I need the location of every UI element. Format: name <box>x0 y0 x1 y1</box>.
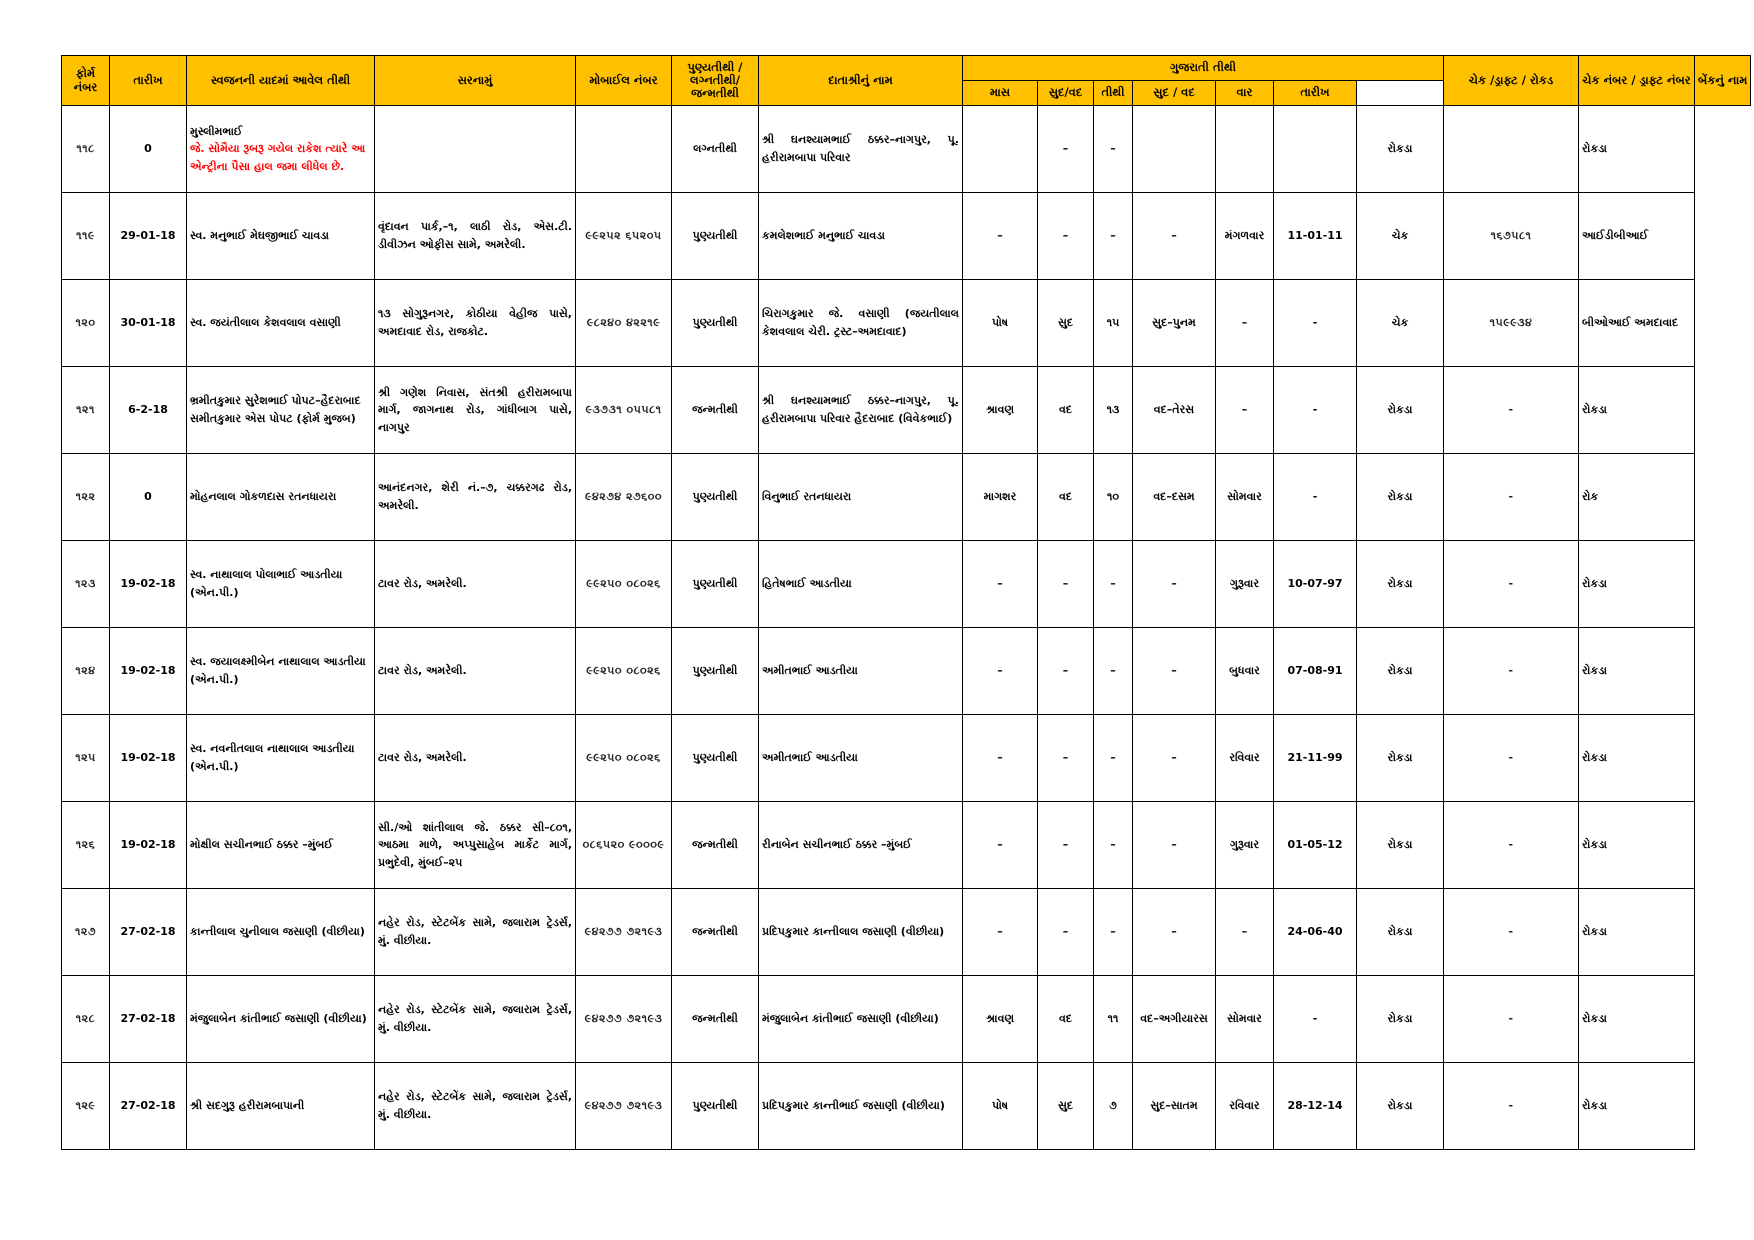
cell-name <box>187 193 375 280</box>
cell-address: ટાવર રોડ, અમરેલી. <box>375 715 576 802</box>
name-text: સ્વ. નાથાલાલ પોલાભાઈ આડતીયા (એન.પી.) <box>190 568 343 599</box>
cell-occasion: પુણ્યતીથી <box>672 541 759 628</box>
cell-month: – <box>963 628 1038 715</box>
cell-tithi: – <box>1094 715 1133 802</box>
cell-date: 0 <box>110 454 187 541</box>
cell-donor-name: પ્રદિપકુમાર કાન્તીભાઈ જસાણી (વીછીયા) <box>759 1063 963 1150</box>
cell-bank-name: રોકડા <box>1579 541 1695 628</box>
header-row <box>62 56 1751 81</box>
cell-tithi-date: 28-12-14 <box>1274 1063 1357 1150</box>
cell-sud-vad: – <box>1038 802 1094 889</box>
cell-tithi-date: 24-06-40 <box>1274 889 1357 976</box>
table-row <box>62 976 1751 1063</box>
cell-date: 19-02-18 <box>110 715 187 802</box>
cell-mobile: ૯૯૨૫૨ ૬૫૨૦૫ <box>576 193 672 280</box>
cell-date: 19-02-18 <box>110 541 187 628</box>
cell-sud-vad: – <box>1038 193 1094 280</box>
cell-name <box>187 976 375 1063</box>
cell-sud-vad: – <box>1038 541 1094 628</box>
cell-date: 27-02-18 <box>110 1063 187 1150</box>
cell-weekday: – <box>1216 889 1274 976</box>
cell-mobile: ૯૯૨૫૦ ૦૮૦૨૬ <box>576 628 672 715</box>
cell-bank-name: બીઓઆઈ અમદાવાદ <box>1579 280 1695 367</box>
cell-cheque-no: - <box>1444 715 1579 802</box>
cell-tithi: – <box>1094 541 1133 628</box>
cell-payment-mode: રોકડા <box>1357 976 1444 1063</box>
cell-address <box>375 106 576 193</box>
cell-sud-vad: વદ <box>1038 454 1094 541</box>
cell-donor-name: અમીતભાઈ આડતીયા <box>759 715 963 802</box>
cell-name <box>187 628 375 715</box>
cell-donor-name: કમલેશભાઈ મનુભાઈ ચાવડા <box>759 193 963 280</box>
cell-sud-vad-tithi: સુદ–સાતમ <box>1133 1063 1216 1150</box>
header-weekday: વાર <box>1216 81 1274 106</box>
header-gujarati-tithi: ગુજરાતી તીથી <box>963 56 1444 81</box>
cell-tithi: – <box>1094 628 1133 715</box>
cell-month: – <box>963 889 1038 976</box>
cell-bank-name: રોકડા <box>1579 802 1695 889</box>
cell-tithi-date: 01-05-12 <box>1274 802 1357 889</box>
name-text: મુસ્લીમભાઈ <box>190 124 243 138</box>
cell-weekday: રવિવાર <box>1216 715 1274 802</box>
cell-sud-vad-tithi: વદ–અગીયારસ <box>1133 976 1216 1063</box>
donation-register-table <box>61 55 1751 1150</box>
cell-mobile: ૯૪૨૭૭ ૭૨૧૯૩ <box>576 889 672 976</box>
cell-cheque-no: ૧૫૯૯૩૪ <box>1444 280 1579 367</box>
cell-cheque-no: - <box>1444 1063 1579 1150</box>
table-row <box>62 802 1751 889</box>
cell-occasion: જન્મતીથી <box>672 367 759 454</box>
cell-occasion: જન્મતીથી <box>672 802 759 889</box>
cell-name <box>187 541 375 628</box>
cell-form-no: ૧૨૫ <box>62 715 110 802</box>
cell-bank-name: રોકડા <box>1579 1063 1695 1150</box>
cell-donor-name: શ્રી ઘનશ્યામભાઈ ઠક્કર–નાગપુર, પૂ. હરીરામબાપા પરિવાર હૈદરાબાદ (વિવેકભાઈ) <box>759 367 963 454</box>
cell-payment-mode: રોકડા <box>1357 367 1444 454</box>
header-sud-vad-tithi: સુદ / વદ <box>1133 81 1216 106</box>
cell-weekday: ગુરૂવાર <box>1216 541 1274 628</box>
cell-month: પોષ <box>963 1063 1038 1150</box>
cell-tithi: ૭ <box>1094 1063 1133 1150</box>
cell-weekday: ગુરૂવાર <box>1216 802 1274 889</box>
cell-bank-name: રોકડા <box>1579 367 1695 454</box>
cell-donor-name: વિનુભાઈ રતનધાયરા <box>759 454 963 541</box>
cell-payment-mode: રોકડા <box>1357 715 1444 802</box>
cell-occasion: પુણ્યતીથી <box>672 628 759 715</box>
header-tithi-date: તારીખ <box>1274 81 1357 106</box>
cell-tithi: – <box>1094 106 1133 193</box>
header-tithi-in-memory: સ્વજનની યાદમાં આવેલ તીથી <box>187 56 375 106</box>
header-sud-vad: સુદ/વદ <box>1038 81 1094 106</box>
cell-name <box>187 367 375 454</box>
cell-form-no: ૧૨૬ <box>62 802 110 889</box>
cell-weekday: બુધવાર <box>1216 628 1274 715</box>
cell-name <box>187 1063 375 1150</box>
cell-tithi-date: 07-08-91 <box>1274 628 1357 715</box>
table-row <box>62 106 1751 193</box>
cell-payment-mode: રોકડા <box>1357 889 1444 976</box>
cell-payment-mode: રોકડા <box>1357 454 1444 541</box>
cell-sud-vad-tithi: – <box>1133 889 1216 976</box>
cell-weekday <box>1216 106 1274 193</box>
cell-address: વૃંદાવન પાર્ક,–૧, લાઠી રોડ, એસ.ટી. ડીવીઝન ઓફીસ સામે, અમરેલી. <box>375 193 576 280</box>
cell-mobile: ૯૩૭૩૧ ૦૫૫૮૧ <box>576 367 672 454</box>
cell-address: નહેર રોડ, સ્ટેટબેંક સામે, જલારામ ટ્રેડર્સ, મું. વીછીયા. <box>375 889 576 976</box>
cell-mobile: ૯૯૨૫૦ ૦૮૦૨૬ <box>576 541 672 628</box>
cell-occasion: પુણ્યતીથી <box>672 1063 759 1150</box>
cell-date: 0 <box>110 106 187 193</box>
cell-bank-name: રોકડા <box>1579 889 1695 976</box>
cell-cheque-no: - <box>1444 628 1579 715</box>
cell-mobile: ૯૪૨૭૪ ૨૭૬૦૦ <box>576 454 672 541</box>
cell-date: 29-01-18 <box>110 193 187 280</box>
header-cheque-no: ચેક નંબર / ડ્રાફ્ટ નંબર <box>1579 56 1695 106</box>
header-payment-mode: ચેક /ડ્રાફ્ટ / રોકડ <box>1444 56 1579 106</box>
cell-cheque-no: - <box>1444 367 1579 454</box>
cell-mobile: ૯૮૨૪૦ ૪૨૨૧૯ <box>576 280 672 367</box>
cell-tithi-date: 21-11-99 <box>1274 715 1357 802</box>
cell-sud-vad: – <box>1038 628 1094 715</box>
cell-form-no: ૧૨૭ <box>62 889 110 976</box>
cell-occasion: પુણ્યતીથી <box>672 280 759 367</box>
cell-month: – <box>963 802 1038 889</box>
cell-form-no: ૧૨૩ <box>62 541 110 628</box>
table-row <box>62 715 1751 802</box>
cell-name <box>187 454 375 541</box>
cell-date: 19-02-18 <box>110 802 187 889</box>
cell-tithi: – <box>1094 193 1133 280</box>
cell-bank-name: રોકડા <box>1579 628 1695 715</box>
cell-donor-name: ચિરાગકુમાર જે. વસાણી (જયતીલાલ કેશવલાલ ચેરી. ટ્રસ્ટ–અમદાવાદ) <box>759 280 963 367</box>
cell-cheque-no <box>1444 106 1579 193</box>
name-text: શ્રી સદગુરૂ હરીરામબાપાની <box>190 1099 305 1113</box>
cell-weekday: મંગળવાર <box>1216 193 1274 280</box>
cell-form-no: ૧૨૯ <box>62 1063 110 1150</box>
cell-month: શ્રાવણ <box>963 367 1038 454</box>
header-bank-name: બેંકનું નામ <box>1695 56 1751 106</box>
cell-occasion: લગ્નતીથી <box>672 106 759 193</box>
cell-sud-vad-tithi: – <box>1133 802 1216 889</box>
cell-form-no: ૧૧૮ <box>62 106 110 193</box>
cell-name <box>187 280 375 367</box>
cell-cheque-no: - <box>1444 889 1579 976</box>
header-occasion: પુણ્યતીથી / લગ્નતીથી/ જન્મતીથી <box>672 56 759 106</box>
cell-cheque-no: - <box>1444 802 1579 889</box>
cell-month <box>963 106 1038 193</box>
cell-tithi: ૧૦ <box>1094 454 1133 541</box>
cell-payment-mode: રોકડા <box>1357 628 1444 715</box>
cell-payment-mode: ચેક <box>1357 193 1444 280</box>
name-text: મોહનલાલ ગોકળદાસ રતનધાયરા <box>190 490 337 504</box>
name-text: ભ્રમીતકુમાર સુરેશભાઈ પોપટ–હૈદરાબાદ સમીતકુમાર એસ પોપટ (ફોર્મ મુજબ) <box>190 394 361 425</box>
cell-tithi: ૧૧ <box>1094 976 1133 1063</box>
cell-bank-name: રોકડા <box>1579 715 1695 802</box>
cell-date: 6-2-18 <box>110 367 187 454</box>
cell-month: – <box>963 715 1038 802</box>
cell-date: 27-02-18 <box>110 976 187 1063</box>
cell-tithi-date: 10-07-97 <box>1274 541 1357 628</box>
header-address: સરનામું <box>375 56 576 106</box>
name-note: જે. સોમૈયા રૂબરૂ ગયેલ રાકેશ ત્યારે આ એન્ટ્રીના પૈસા હાલ જમા લીધેલ છે. <box>190 142 366 173</box>
cell-address: સી./ઓ શાંતીલાલ જે. ઠક્કર સી–૮૦૧, આઠમા માળે, અપ્પુસાહેબ માર્કેટ માર્ગ, પ્રભુદેવી, મુંબઈ–૨૫ <box>375 802 576 889</box>
name-text: કાન્તીલાલ ચુનીલાલ જસાણી (વીછીયા) <box>190 925 365 939</box>
table-row <box>62 541 1751 628</box>
table-row <box>62 1063 1751 1150</box>
cell-sud-vad-tithi: વદ–તેરસ <box>1133 367 1216 454</box>
cell-mobile: ૦૮૬૫૨૦ ૯૦૦૦૯ <box>576 802 672 889</box>
cell-address: શ્રી ગણેશ નિવાસ, સંતશ્રી હરીરામબાપા માર્ગ, જાગનાથ રોડ, ગાંધીબાગ પાસે, નાગપુર <box>375 367 576 454</box>
cell-bank-name: આઈડીબીઆઈ <box>1579 193 1695 280</box>
cell-name <box>187 106 375 193</box>
cell-mobile: ૯૯૨૫૦ ૦૮૦૨૬ <box>576 715 672 802</box>
cell-sud-vad-tithi: વદ–દસમ <box>1133 454 1216 541</box>
cell-sud-vad-tithi <box>1133 106 1216 193</box>
cell-weekday: – <box>1216 280 1274 367</box>
cell-donor-name: હિતેષભાઈ આડતીયા <box>759 541 963 628</box>
cell-tithi-date: 11-01-11 <box>1274 193 1357 280</box>
cell-sud-vad: – <box>1038 106 1094 193</box>
header-form-no: ફોર્મ નંબર <box>62 56 110 106</box>
cell-month: – <box>963 193 1038 280</box>
cell-month: શ્રાવણ <box>963 976 1038 1063</box>
cell-address: ટાવર રોડ, અમરેલી. <box>375 628 576 715</box>
cell-name <box>187 802 375 889</box>
cell-cheque-no: - <box>1444 541 1579 628</box>
cell-date: 19-02-18 <box>110 628 187 715</box>
cell-sud-vad-tithi: સુદ–પુનમ <box>1133 280 1216 367</box>
cell-name <box>187 715 375 802</box>
cell-sud-vad-tithi: – <box>1133 541 1216 628</box>
cell-address: ટાવર રોડ, અમરેલી. <box>375 541 576 628</box>
cell-sud-vad: વદ <box>1038 976 1094 1063</box>
table-row <box>62 454 1751 541</box>
cell-donor-name: અમીતભાઈ આડતીયા <box>759 628 963 715</box>
cell-tithi: – <box>1094 802 1133 889</box>
cell-sud-vad: સુદ <box>1038 1063 1094 1150</box>
cell-date: 30-01-18 <box>110 280 187 367</box>
cell-occasion: જન્મતીથી <box>672 976 759 1063</box>
cell-sud-vad-tithi: – <box>1133 628 1216 715</box>
cell-bank-name: રોકડા <box>1579 976 1695 1063</box>
cell-sud-vad-tithi: – <box>1133 193 1216 280</box>
cell-weekday: – <box>1216 367 1274 454</box>
header-donor-name: દાતાશ્રીનું નામ <box>759 56 963 106</box>
cell-tithi: – <box>1094 889 1133 976</box>
cell-donor-name: મંજુલાબેન કાંતીભાઈ જસાણી (વીછીયા) <box>759 976 963 1063</box>
cell-occasion: પુણ્યતીથી <box>672 715 759 802</box>
cell-payment-mode: રોકડા <box>1357 1063 1444 1150</box>
table-row <box>62 889 1751 976</box>
cell-mobile: ૯૪૨૭૭ ૭૨૧૯૩ <box>576 976 672 1063</box>
cell-occasion: પુણ્યતીથી <box>672 193 759 280</box>
header-month: માસ <box>963 81 1038 106</box>
cell-weekday: રવિવાર <box>1216 1063 1274 1150</box>
cell-tithi: ૧૫ <box>1094 280 1133 367</box>
cell-weekday: સોમવાર <box>1216 454 1274 541</box>
header-mobile: મોબાઈલ નંબર <box>576 56 672 106</box>
name-text: મંજુલાબેન કાંતીભાઈ જસાણી (વીછીયા) <box>190 1012 367 1026</box>
cell-month: પોષ <box>963 280 1038 367</box>
cell-form-no: ૧૨૨ <box>62 454 110 541</box>
cell-address: નહેર રોડ, સ્ટેટબેંક સામે, જલારામ ટ્રેડર્સ, મું. વીછીયા. <box>375 1063 576 1150</box>
cell-month: માગશર <box>963 454 1038 541</box>
cell-cheque-no: ૧૬૭૫૮૧ <box>1444 193 1579 280</box>
cell-form-no: ૧૨૮ <box>62 976 110 1063</box>
cell-sud-vad: વદ <box>1038 367 1094 454</box>
name-text: સ્વ. જયંતીલાલ કેશવલાલ વસાણી <box>190 316 341 330</box>
cell-tithi-date: - <box>1274 976 1357 1063</box>
cell-mobile: ૯૪૨૭૭ ૭૨૧૯૩ <box>576 1063 672 1150</box>
cell-cheque-no: - <box>1444 976 1579 1063</box>
cell-donor-name: રીનાબેન સચીનભાઈ ઠક્કર –મુંબઈ <box>759 802 963 889</box>
table-row <box>62 628 1751 715</box>
cell-month: – <box>963 541 1038 628</box>
cell-mobile <box>576 106 672 193</box>
header-tithi: તીથી <box>1094 81 1133 106</box>
cell-address: આનંદનગર, શેરી નં.–૭, ચક્કરગઢ રોડ, અમરેલી. <box>375 454 576 541</box>
cell-address: નહેર રોડ, સ્ટેટબેંક સામે, જલારામ ટ્રેડર્સ, મું. વીછીયા. <box>375 976 576 1063</box>
cell-donor-name: પ્રદિપકુમાર કાન્તીલાલ જસાણી (વીછીયા) <box>759 889 963 976</box>
cell-payment-mode: રોકડા <box>1357 802 1444 889</box>
cell-donor-name: શ્રી ઘનશ્યામભાઈ ઠક્કર–નાગપુર, પૂ. હરીરામબાપા પરિવાર <box>759 106 963 193</box>
name-text: સ્વ. જયાલક્ષ્મીબેન નાથાલાલ આડતીયા (એન.પી.) <box>190 655 366 686</box>
cell-tithi-date: - <box>1274 367 1357 454</box>
cell-bank-name: રોકડા <box>1579 106 1695 193</box>
cell-bank-name: રોક <box>1579 454 1695 541</box>
cell-address: ૧૩ સોગુરૂનગર, કોઠીયા વેહીજ પાસે, અમદાવાદ રોડ, રાજકોટ. <box>375 280 576 367</box>
table-row <box>62 367 1751 454</box>
cell-tithi: ૧૩ <box>1094 367 1133 454</box>
cell-payment-mode: રોકડા <box>1357 541 1444 628</box>
cell-tithi-date: - <box>1274 454 1357 541</box>
cell-sud-vad: સુદ <box>1038 280 1094 367</box>
cell-form-no: ૧૨૪ <box>62 628 110 715</box>
cell-occasion: જન્મતીથી <box>672 889 759 976</box>
name-text: સ્વ. મનુભાઈ મેઘજીભાઈ ચાવડા <box>190 229 329 243</box>
cell-sud-vad: – <box>1038 889 1094 976</box>
cell-payment-mode: રોકડા <box>1357 106 1444 193</box>
cell-payment-mode: ચેક <box>1357 280 1444 367</box>
table-row <box>62 280 1751 367</box>
cell-form-no: ૧૨૦ <box>62 280 110 367</box>
cell-tithi-date: - <box>1274 280 1357 367</box>
table-row <box>62 193 1751 280</box>
cell-tithi-date <box>1274 106 1357 193</box>
name-text: સ્વ. નવનીતલાલ નાથાલાલ આડતીયા (એન.પી.) <box>190 742 355 773</box>
cell-form-no: ૧૨૧ <box>62 367 110 454</box>
cell-occasion: પુણ્યતીથી <box>672 454 759 541</box>
cell-cheque-no: - <box>1444 454 1579 541</box>
cell-weekday: સોમવાર <box>1216 976 1274 1063</box>
name-text: મોક્ષીલ સચીનભાઈ ઠક્કર –મુંબઈ <box>190 838 333 852</box>
header-date: તારીખ <box>110 56 187 106</box>
cell-sud-vad-tithi: – <box>1133 715 1216 802</box>
cell-sud-vad: – <box>1038 715 1094 802</box>
cell-form-no: ૧૧૯ <box>62 193 110 280</box>
cell-name <box>187 889 375 976</box>
cell-date: 27-02-18 <box>110 889 187 976</box>
